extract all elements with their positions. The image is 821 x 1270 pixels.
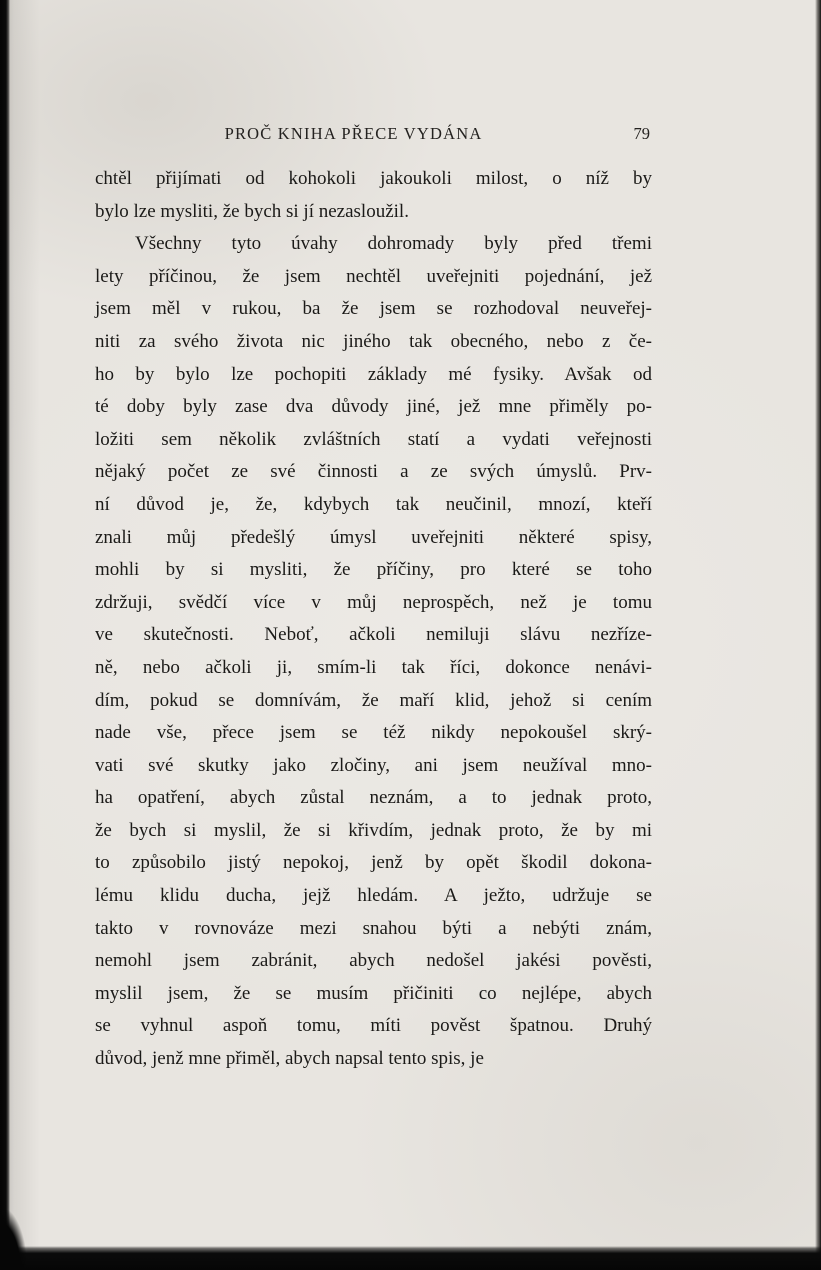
text-line: takto v rovnováze mezi snahou býti a nebýti znám, <box>95 917 652 939</box>
text-line: té doby byly zase dva důvody jiné, jež mne přiměly po- <box>95 396 652 418</box>
text-line: dím, pokud se domnívám, že maří klid, jehož si cením <box>95 689 652 711</box>
scan-corner-bottom-left <box>0 1210 26 1270</box>
text-line: ní důvod je, že, kdybych tak neučinil, mnozí, kteří <box>95 493 652 515</box>
text-line: ložiti sem několik zvláštních statí a vydati veřejnosti <box>95 428 652 450</box>
text-line: to způsobilo jistý nepokoj, jenž by opět škodil dokona- <box>95 852 652 874</box>
text-line: lému klidu ducha, jejž hledám. A ježto, udržuje se <box>95 885 652 907</box>
text-line: Všechny tyto úvahy dohromady byly před třemi <box>135 233 652 255</box>
text-line: znali můj předešlý úmysl uveřejniti některé spisy, <box>95 526 652 548</box>
running-head-title: PROČ KNIHA PŘECE VYDÁNA <box>224 124 483 143</box>
text-line: důvod, jenž mne přiměl, abych napsal tento spis, je <box>95 1048 484 1070</box>
text-line: myslil jsem, že se musím přičiniti co nejlépe, abych <box>95 982 652 1004</box>
text-line: ho by bylo lze pochopiti základy mé fysiky. Avšak od <box>95 363 652 385</box>
text-line: lety příčinou, že jsem nechtěl uveřejniti pojednání, jež <box>95 265 652 287</box>
page-header <box>95 124 652 148</box>
text-line: nějaký počet ze své činnosti a ze svých úmyslů. Prv- <box>95 461 652 483</box>
text-line: se vyhnul aspoň tomu, míti pověst špatnou. Druhý <box>95 1015 652 1037</box>
text-line: vati své skutky jako zločiny, ani jsem neužíval mno- <box>95 754 652 776</box>
scan-edge-left <box>0 0 10 1270</box>
text-line: zdržuji, svědčí více v můj neprospěch, než je tomu <box>95 591 652 613</box>
text-line: niti za svého života nic jiného tak obecného, nebo z če- <box>95 330 652 352</box>
text-line: ve skutečnosti. Neboť, ačkoli nemiluji slávu nezříze- <box>95 624 652 646</box>
text-line: mohli by si mysliti, že příčiny, pro které se toho <box>95 559 652 581</box>
text-line: nade vše, přece jsem se též nikdy nepokoušel skrý- <box>95 722 652 744</box>
text-line: bylo lze mysliti, že bych si jí nezasloužil. <box>95 200 409 222</box>
scan-edge-bottom <box>0 1246 821 1270</box>
text-line: ně, nebo ačkoli ji, smím-li tak říci, dokonce nenávi- <box>95 656 652 678</box>
text-line: že bych si myslil, že si křivdím, jednak proto, že by mi <box>95 819 652 841</box>
text-line: ha opatření, abych zůstal neznám, a to jednak proto, <box>95 787 652 809</box>
text-line: jsem měl v rukou, ba že jsem se rozhodoval neuveřej- <box>95 298 652 320</box>
text-line: nemohl jsem zabránit, abych nedošel jakési pověsti, <box>95 950 652 972</box>
page-number: 79 <box>633 124 650 143</box>
scan-edge-right <box>815 0 821 1270</box>
text-line: chtěl přijímati od kohokoli jakoukoli milost, o níž by <box>95 168 652 189</box>
body-text <box>95 163 652 1076</box>
